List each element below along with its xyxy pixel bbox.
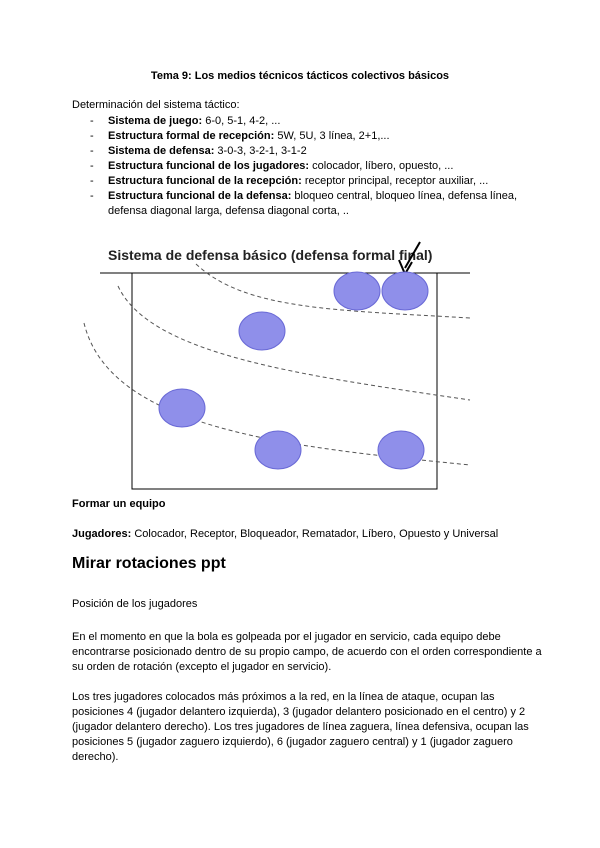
bullet-dash: - xyxy=(90,190,94,202)
item-label: Estructura formal de recepción: xyxy=(108,130,275,142)
item-label: Sistema de defensa: xyxy=(108,145,215,157)
defense-zone-line xyxy=(196,264,470,318)
item-label: Estructura funcional de la recepción: xyxy=(108,175,302,187)
bullet-dash: - xyxy=(90,175,94,187)
player-marker xyxy=(382,272,428,310)
player-marker xyxy=(239,312,285,350)
item-text: bloqueo central, bloqueo línea, defensa línea, defensa diagonal larga, defensa diagonal corta, .. xyxy=(108,190,518,217)
form-team-heading: Formar un equipo xyxy=(72,498,166,510)
player-marker xyxy=(255,431,301,469)
diagram-caption: Sistema de defensa básico (defensa formal final) xyxy=(108,247,433,263)
paragraph-serve: En el momento en que la bola es golpeada por el jugador en servicio, cada equipo debe encontrarse posicionado dentro de su propio campo, de acuerdo con el orden correspondiente a su orden de rotación (excepto el jugador en servicio). xyxy=(72,631,542,673)
bullet-dash: - xyxy=(90,160,94,172)
item-text: receptor principal, receptor auxiliar, ... xyxy=(301,175,489,187)
players-label: Jugadores: xyxy=(72,528,132,540)
player-marker xyxy=(334,272,380,310)
item-text: 6-0, 5-1, 4-2, ... xyxy=(202,115,281,127)
bullet-dash: - xyxy=(90,145,94,157)
item-label: Estructura funcional de los jugadores: xyxy=(108,160,310,172)
list-item xyxy=(72,129,542,144)
page-title: Tema 9: Los medios técnicos tácticos colectivos básicos xyxy=(150,70,450,82)
list-item xyxy=(72,159,542,174)
player-marker xyxy=(378,431,424,469)
item-label: Estructura funcional de la defensa: xyxy=(108,190,292,202)
position-heading: Posición de los jugadores xyxy=(72,598,198,610)
bullet-dash: - xyxy=(90,115,94,127)
list-item xyxy=(72,174,542,189)
bullet-dash: - xyxy=(90,130,94,142)
item-text: colocador, líbero, opuesto, ... xyxy=(309,160,454,172)
player-marker xyxy=(159,389,205,427)
tactical-system-list xyxy=(72,114,542,219)
list-item xyxy=(72,189,542,219)
list-item xyxy=(72,144,542,159)
list-item xyxy=(72,114,542,129)
paragraph-positions: Los tres jugadores colocados más próximos a la red, en la línea de ataque, ocupan las posiciones 4 (jugador delantero izquierda), 3 (jugador delantero posicionado en el centro) y 2 (jugador delantero derecho). Los tres jugadores de línea zaguera, línea defensiva, ocupan las posiciones 5 (jugador zaguero izquierdo), 6 (jugador zaguero central) y 1 (jugador zaguero derecho). xyxy=(72,691,529,763)
rotations-heading: Mirar rotaciones ppt xyxy=(72,555,226,572)
defense-diagram xyxy=(0,230,600,500)
players-line xyxy=(72,527,542,542)
item-text: 5W, 5U, 3 línea, 2+1,... xyxy=(274,130,390,142)
players-text: Colocador, Receptor, Bloqueador, Rematador, Líbero, Opuesto y Universal xyxy=(131,528,499,540)
item-label: Sistema de juego: xyxy=(108,115,203,127)
intro-text: Determinación del sistema táctico: xyxy=(72,99,240,111)
item-text: 3-0-3, 3-2-1, 3-1-2 xyxy=(214,145,307,157)
